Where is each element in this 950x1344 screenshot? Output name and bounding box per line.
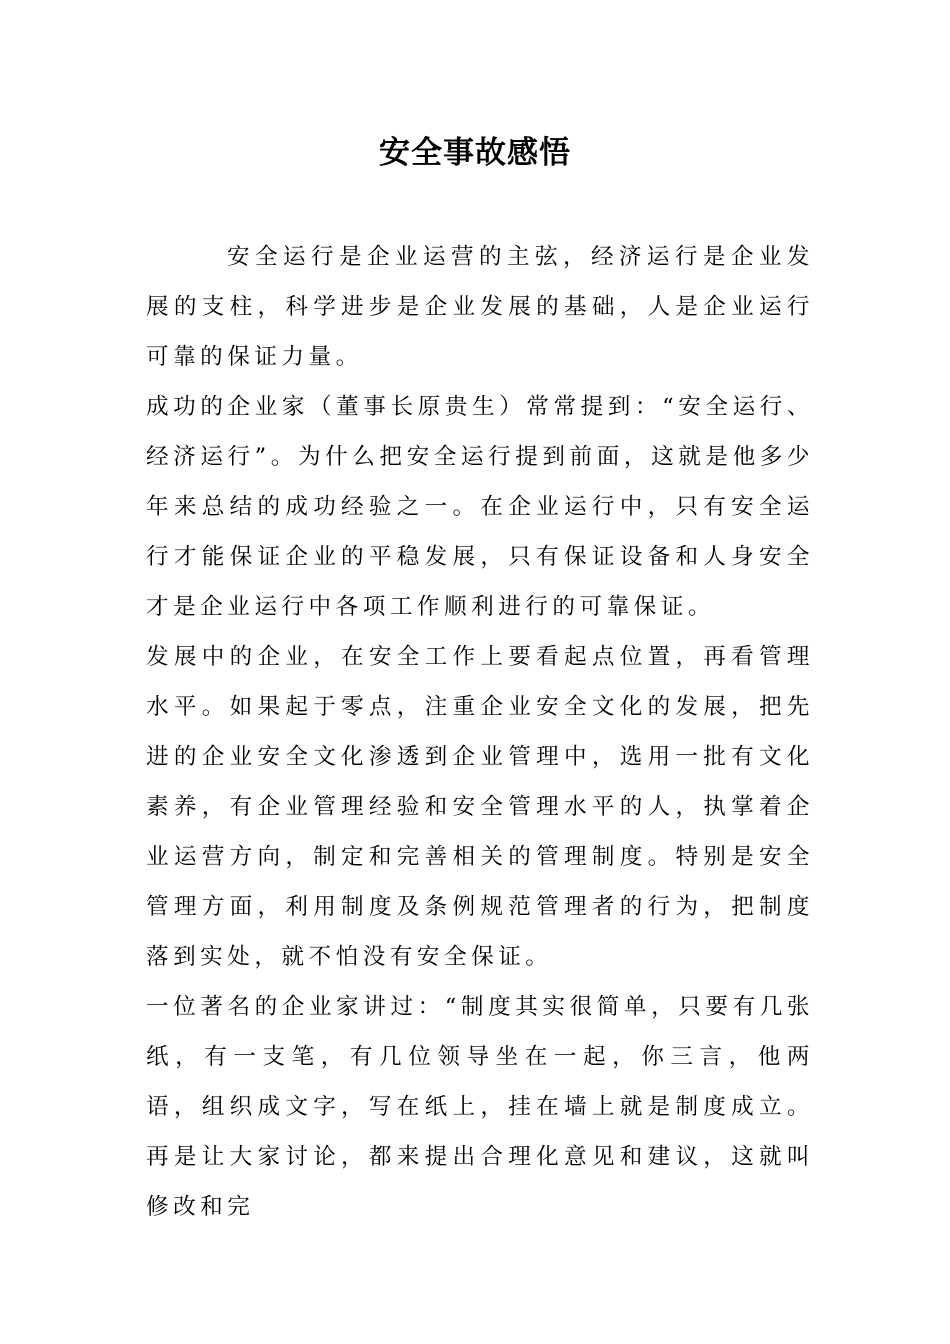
document-body — [146, 232, 814, 1232]
document-title: 安全事故感悟 — [379, 135, 571, 171]
paragraph-1: 安全运行是企业运营的主弦，经济运行是企业发展的支柱，科学进步是企业发展的基础，人是企业运行可靠的保证力量。 — [146, 244, 814, 370]
paragraph-3: 发展中的企业，在安全工作上要看起点位置，再看管理水平。如果起于零点，注重企业安全文化的发展，把先进的企业安全文化渗透到企业管理中，选用一批有文化素养，有企业管理经验和安全管理水平的人，执掌着企业运营方向，制定和完善相关的管理制度。特别是安全管理方面，利用制度及条例规范管理者的行为，把制度落到实处，就不怕没有安全保证。 — [146, 644, 814, 970]
paragraph-4: 一位著名的企业家讲过：“制度其实很简单，只要有几张纸，有一支笔，有几位领导坐在一起，你三言，他两语，组织成文字，写在纸上，挂在墙上就是制度成立。再是让大家讨论，都来提出合理化意见和建议，这就叫修改和完 — [146, 994, 814, 1220]
paragraph-2: 成功的企业家（董事长原贵生）常常提到：“安全运行、经济运行”。为什么把安全运行提到前面，这就是他多少年来总结的成功经验之一。在企业运行中，只有安全运行才能保证企业的平稳发展，只有保证设备和人身安全才是企业运行中各项工作顺利进行的可靠保证。 — [146, 394, 814, 620]
